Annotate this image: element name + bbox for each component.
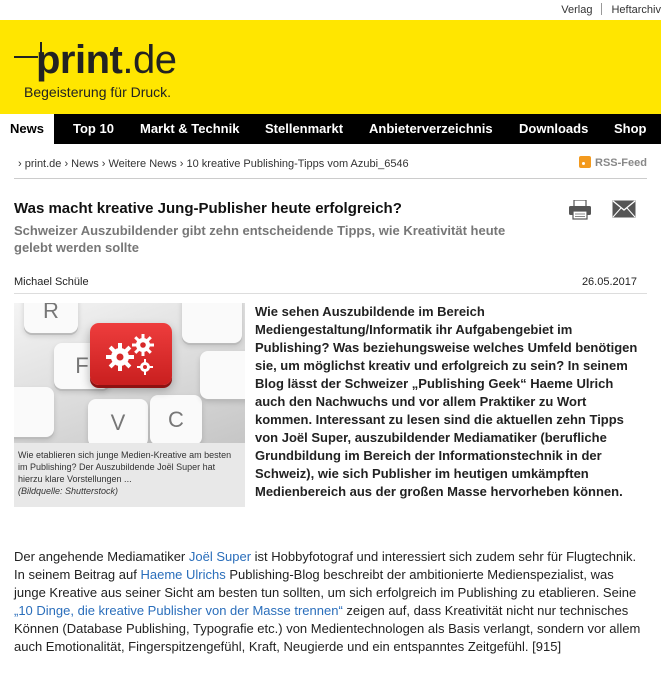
site-header xyxy=(0,20,661,114)
top-links xyxy=(561,3,661,16)
article-body xyxy=(14,548,647,656)
article-subhead: Schweizer Auszubildender gibt zehn entscheidende Tipps, wie Kreativität heute gelebt werden sollte xyxy=(14,223,506,255)
image-credit: (Bildquelle: Shutterstock) xyxy=(18,486,119,496)
image-caption xyxy=(18,449,240,497)
breadcrumb[interactable]: › print.de › News › Weitere News › 10 kreative Publishing-Tipps vom Azubi_6546 xyxy=(18,158,409,170)
link-joel-super[interactable]: Joël Super xyxy=(188,549,252,564)
top-utility-bar xyxy=(0,0,661,20)
nav-item-anbieterverzeichnis[interactable]: Anbieterverzeichnis xyxy=(369,121,493,136)
printer-icon[interactable] xyxy=(568,200,592,220)
article-headline: Was macht kreative Jung-Publisher heute erfolgreich? xyxy=(14,200,402,217)
red-gear-key xyxy=(90,323,172,385)
article-image[interactable] xyxy=(14,303,245,443)
body-text-3: Publishing-Blog beschreibt der ambitionierte Medienspezialist, was junge Kreative aus seiner Sicht am besten tun sollten, um sich erfolgreich im Publishing zu etablieren. Seine xyxy=(14,567,637,600)
article-date: 26.05.2017 xyxy=(581,276,637,288)
logo-name: print xyxy=(36,38,123,82)
key-f: F xyxy=(54,343,110,389)
gear-icon xyxy=(90,323,172,385)
key-c: C xyxy=(150,395,202,443)
mail-icon[interactable] xyxy=(612,200,636,218)
nav-item-shop[interactable]: Shop xyxy=(614,121,647,136)
body-text-4: zeigen auf, dass Kreativität nicht nur technisches Können (Database Publishing, Typografie etc.) von Medientechnologen als Basis verlangt, sondern vor allem auch Emotionalität, Fingerspitzengefühl, Kraft, Neugierde und ein entspanntes Zeitgefühl. [915] xyxy=(14,603,641,654)
nav-item-stellenmarkt[interactable]: Stellenmarkt xyxy=(265,121,344,136)
key-blank-2 xyxy=(200,351,245,399)
logo-dash xyxy=(14,56,38,58)
link-verlag[interactable]: Verlag xyxy=(561,4,593,16)
nav-item-top10[interactable]: Top 10 xyxy=(73,121,114,136)
rss-icon xyxy=(579,156,591,168)
nav-item-downloads[interactable]: Downloads xyxy=(519,121,589,136)
key-blank-1 xyxy=(182,303,242,343)
key-r: R xyxy=(24,303,78,333)
breadcrumb-bar xyxy=(14,152,647,179)
site-tagline: Begeisterung für Druck. xyxy=(24,84,172,100)
link-haeme-ulrichs[interactable]: Haeme Ulrichs xyxy=(140,567,226,582)
article-lead: Wie sehen Auszubildende im Bereich Mediengestaltung/Informatik ihr Aufgabengebiet im Publishing? Was beziehungsweise welches Umfeld benötigen sie, um möglichst kreativ und erfolgreich zu sein? In seinem Blog lässt der Schweizer „Publishing Geek“ Haeme Ulrich auch den Nachwuchs und vor allem Praktiker zu Wort kommen. Interessant zu lesen sind die aktuellen zehn Tipps von Joël Super, auszubildender Mediamatiker (berufliche Grundbildung im Bereich der Informationstechnik in der Schweiz), wie sich Publisher im heutigen umkämpften Medienbereich aus der großen Masse hervorheben können. xyxy=(255,304,638,499)
article-image-box xyxy=(14,303,245,507)
key-blank-3 xyxy=(14,387,54,437)
rss-label: RSS-Feed xyxy=(595,157,647,169)
nav-item-markt-technik[interactable]: Markt & Technik xyxy=(140,121,240,136)
top-link-divider xyxy=(601,3,602,15)
body-text-2: ist Hobbyfotograf und interessiert sich zudem sehr für Flugtechnik. In seinem Beitrag auf xyxy=(14,549,637,582)
divider xyxy=(14,293,647,294)
rss-feed-link[interactable] xyxy=(579,156,647,169)
main-nav xyxy=(0,114,661,144)
link-10-dinge[interactable]: „10 Dinge, die kreative Publisher von der Masse trennen“ xyxy=(14,603,343,618)
key-v: V xyxy=(88,399,148,443)
nav-item-news[interactable]: News xyxy=(0,114,54,144)
link-heftarchiv[interactable]: Heftarchiv xyxy=(611,4,661,16)
article-author: Michael Schüle xyxy=(14,276,89,288)
body-text-1: Der angehende Mediamatiker xyxy=(14,549,189,564)
image-caption-text: Wie etablieren sich junge Medien-Kreative am besten im Publishing? Der Auszubildende Joël Super hat hierzu klare Vorstellungen ... xyxy=(18,450,232,484)
logo-tld: .de xyxy=(122,38,177,82)
logo-wordmark xyxy=(36,38,176,83)
